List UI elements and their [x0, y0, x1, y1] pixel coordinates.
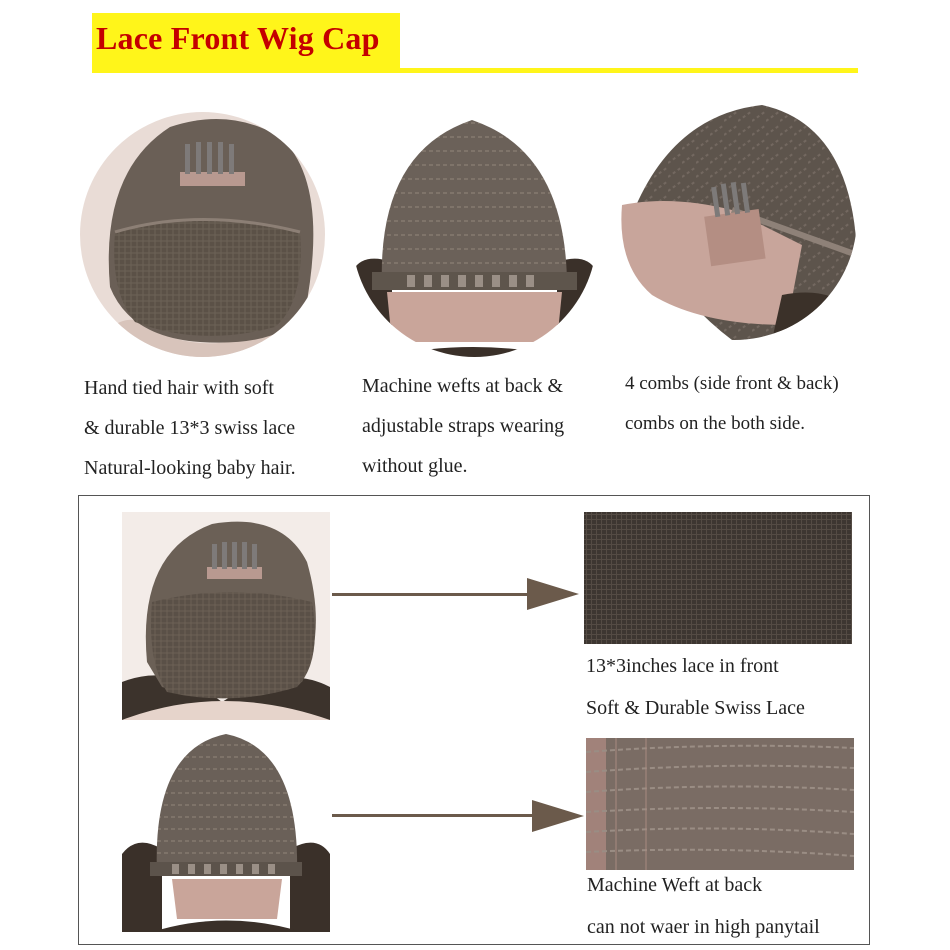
arrow-line [332, 593, 537, 596]
caption-line: & durable 13*3 swiss lace [84, 417, 296, 439]
caption-line: combs on the both side. [625, 413, 805, 434]
caption-line: Machine wefts at back & [362, 375, 564, 397]
arrow-right-icon [532, 800, 584, 832]
caption-line: Machine Weft at back [587, 874, 763, 896]
side-cap-with-comb-photo [612, 95, 857, 340]
machine-weft-closeup-photo [586, 738, 854, 870]
caption-side-cap [625, 364, 839, 444]
caption-line: Hand tied hair with soft [84, 377, 274, 399]
caption-line: 13*3inches lace in front [586, 655, 779, 677]
front-cap-detail-photo [122, 512, 330, 720]
page-title: Lace Front Wig Cap [96, 20, 380, 56]
caption-line: can not waer in high panytail [587, 916, 820, 938]
caption-front-cap [84, 368, 296, 488]
arrow-line [332, 814, 542, 817]
arrow-right-icon [527, 578, 579, 610]
caption-front-lace [586, 645, 805, 729]
back-cap-detail-photo [122, 724, 330, 932]
caption-line: adjustable straps wearing [362, 415, 565, 437]
caption-machine-weft [587, 864, 820, 948]
front-cap-with-comb-photo [80, 112, 325, 357]
title-underline [400, 68, 858, 73]
caption-line: 4 combs (side front & back) [625, 373, 839, 394]
front-lace-closeup-photo [584, 512, 852, 644]
caption-line: Soft & Durable Swiss Lace [586, 697, 805, 719]
caption-line: Natural-looking baby hair. [84, 457, 296, 479]
caption-back-cap [362, 366, 564, 486]
back-cap-with-straps-photo [352, 112, 597, 357]
caption-line: without glue. [362, 455, 468, 477]
